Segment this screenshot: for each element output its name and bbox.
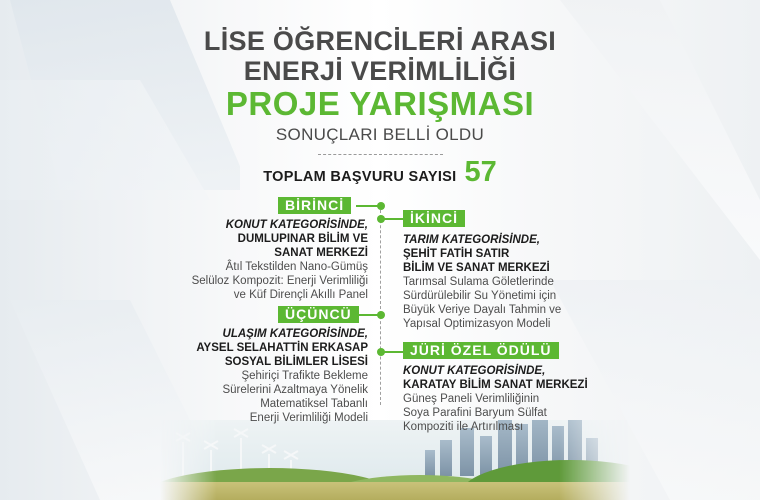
project-title: Matematiksel Tabanlı	[260, 398, 368, 410]
total-label: TOPLAM BAŞVURU SAYISI	[263, 169, 457, 185]
building	[425, 450, 435, 476]
project-title: Yapısal Optimizasyon Modeli	[403, 318, 551, 330]
rank-badge-second: İKİNCİ	[403, 210, 465, 227]
timeline-dot	[377, 348, 385, 356]
building	[440, 440, 452, 476]
project-title: Büyük Veriye Dayalı Tahmin ve	[403, 304, 562, 316]
total-applications	[0, 157, 760, 187]
school-name: SOSYAL BİLİMLER LİSESİ	[224, 356, 368, 368]
winner-entry-jury-special	[403, 364, 588, 434]
school-name: ŞEHİT FATİH SATIR	[403, 248, 510, 260]
category: TARIM KATEGORİSİNDE,	[403, 234, 540, 246]
header	[0, 26, 760, 187]
rank-badge-third: ÜÇÜNCÜ	[278, 306, 359, 323]
project-title: Enerji Verimliliği Modeli	[249, 412, 368, 424]
dashed-divider	[318, 154, 443, 155]
category: ULAŞIM KATEGORİSİNDE,	[222, 328, 368, 340]
project-title: Sürelerini Azaltmaya Yönelik	[222, 384, 368, 396]
winner-entry-second	[403, 233, 561, 331]
building	[460, 428, 474, 476]
title-line-1: LİSE ÖĞRENCİLERİ ARASI	[203, 26, 557, 56]
project-title: Tarımsal Sulama Göletlerinde	[403, 276, 554, 288]
category: KONUT KATEGORİSİNDE,	[403, 365, 546, 377]
timeline-line	[380, 205, 381, 405]
project-title: Âtıl Tekstilden Nano-Gümüş	[225, 261, 368, 273]
school-name: KARATAY BİLİM SANAT MERKEZİ	[403, 379, 588, 391]
rank-badge-first: BİRİNCİ	[278, 197, 351, 214]
project-title: ve Küf Dirençli Akıllı Panel	[233, 289, 368, 301]
project-title: Güneş Paneli Verimliliğinin	[403, 393, 540, 405]
total-value: 57	[464, 156, 497, 188]
school-name: SANAT MERKEZİ	[274, 247, 368, 259]
category: KONUT KATEGORİSİNDE,	[225, 219, 368, 231]
project-title: Kompoziti ile Artırılması	[403, 421, 524, 433]
project-title: Selüloz Kompozit: Enerji Verimliliği	[191, 275, 368, 287]
timeline-dot	[377, 311, 385, 319]
project-title: Sürdürülebilir Su Yönetimi için	[403, 290, 557, 302]
title-line-2: ENERJİ VERİMLİLİĞİ	[243, 56, 517, 86]
project-title: Soya Parafini Baryum Sülfat	[403, 407, 547, 419]
timeline-dot	[377, 202, 385, 210]
project-title: Şehiriçi Trafikte Bekleme	[241, 370, 368, 382]
school-name: DUMLUPINAR BİLİM VE	[237, 233, 368, 245]
title-highlight: PROJE YARIŞMASI	[225, 85, 535, 122]
rank-badge-jury-special: JÜRİ ÖZEL ÖDÜLÜ	[403, 342, 559, 359]
winner-entry-first	[192, 218, 368, 302]
school-name: BİLİM VE SANAT MERKEZİ	[403, 262, 550, 274]
subtitle: SONUÇLARI BELLİ OLDU	[275, 125, 485, 144]
school-name: AYSEL SELAHATTİN ERKASAP	[196, 342, 368, 354]
winner-entry-third	[196, 327, 368, 425]
timeline-dot	[377, 215, 385, 223]
